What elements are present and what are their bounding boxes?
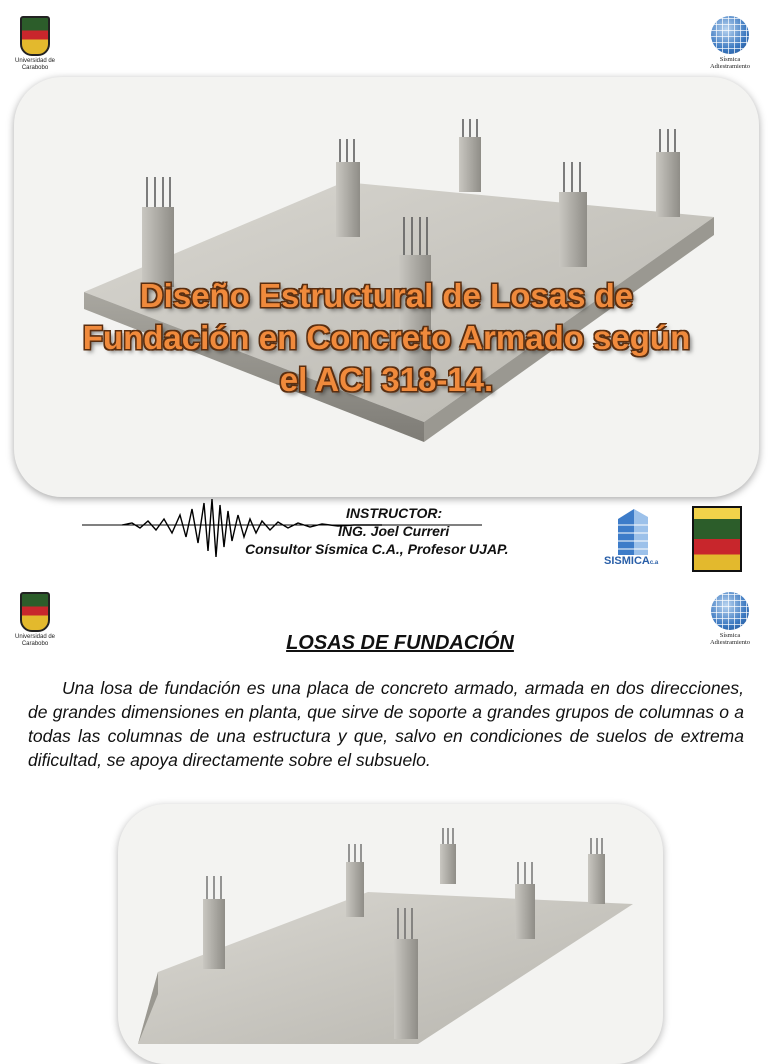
sismica-company-logo — [604, 505, 674, 575]
globe-icon — [711, 16, 749, 54]
foundation-slab-photo — [14, 77, 759, 497]
globe-icon — [711, 592, 749, 630]
sismica-suffix: c.a — [649, 560, 659, 566]
ujap-crest-icon — [692, 506, 742, 572]
instructor-label: INSTRUCTOR: — [346, 505, 443, 521]
title-line-2: Fundación en Concreto Armado según — [82, 319, 691, 356]
university-shield-icon — [20, 592, 50, 632]
sismica-adiestramiento-logo — [704, 16, 756, 70]
university-logo-caption: Universidad de Carabobo — [14, 634, 56, 647]
presentation-title — [14, 275, 759, 401]
sismica-logo-caption: Sísmica Adiestramiento — [709, 56, 751, 70]
title-line-1: Diseño Estructural de Losas de — [139, 277, 634, 314]
university-logo-caption: Universidad de Carabobo — [14, 58, 56, 71]
content-slide — [0, 580, 768, 1024]
section-heading: LOSAS DE FUNDACIÓN — [286, 632, 514, 654]
definition-paragraph: Una losa de fundación es una placa de concreto armado, armada en dos direcciones, de grandes dimensiones en planta, que sirve de soporte a grandes grupos de columnas o a todas las columnas de una estructura y que, salvo en condiciones de suelos de extrema dificultad, se apoya directamente sobre el subsuelo. — [28, 678, 744, 770]
instructor-name: ING. Joel Curreri — [338, 523, 450, 539]
sismica-wordmark: SISMICA — [604, 555, 650, 567]
foundation-slab-illustration — [118, 804, 663, 1064]
university-shield-icon — [20, 16, 50, 56]
universidad-carabobo-logo — [12, 16, 58, 72]
title-line-3: el ACI 318-14. — [279, 361, 494, 398]
sismica-logo-caption: Sísmica Adiestramiento — [709, 632, 751, 646]
foundation-slab-photo — [118, 804, 663, 1064]
instructor-role: Consultor Sísmica C.A., Profesor UJAP. — [245, 541, 509, 557]
